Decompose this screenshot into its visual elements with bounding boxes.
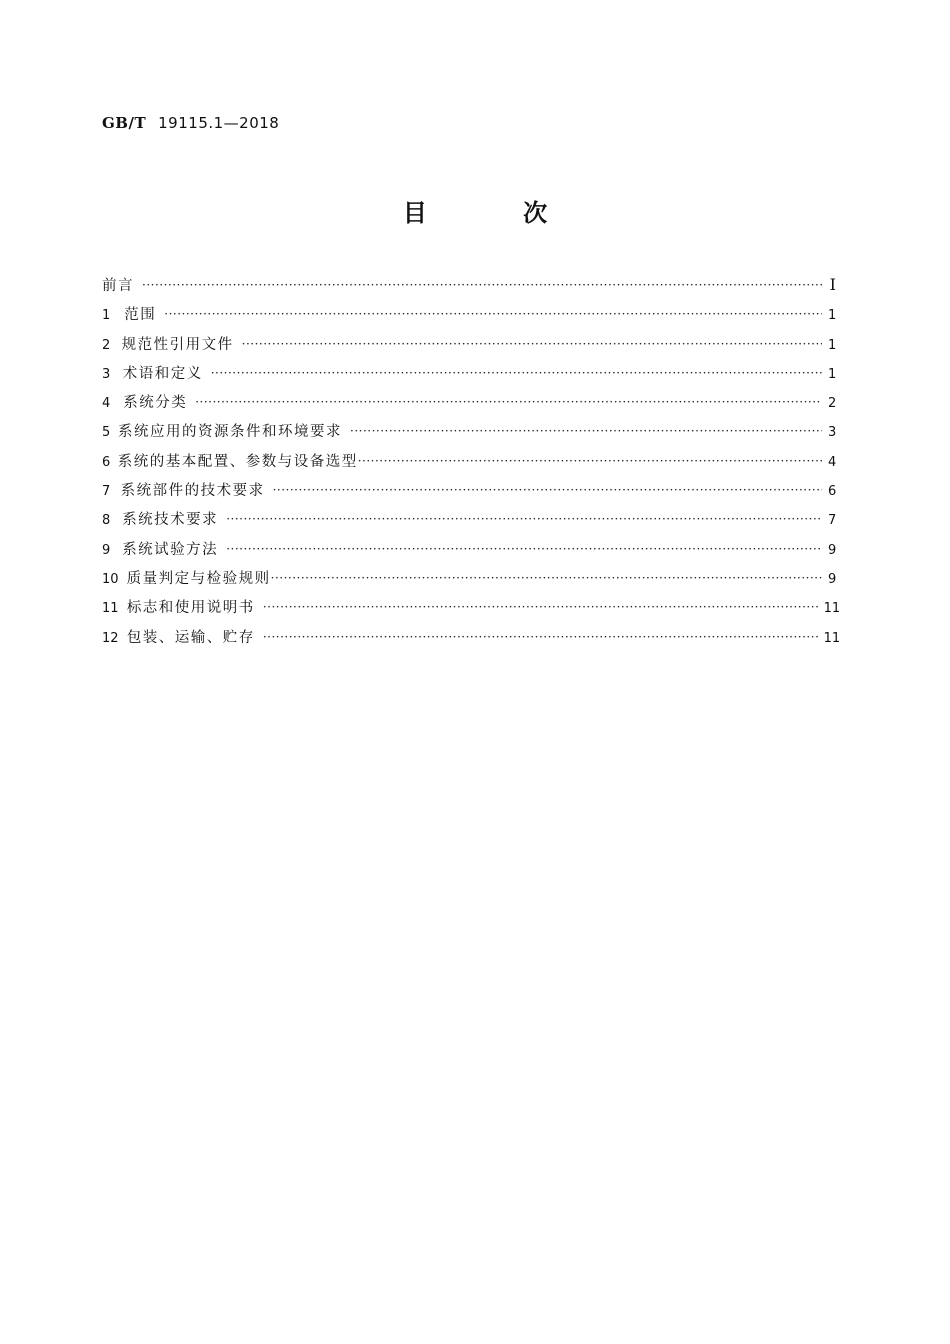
toc-entry-7[interactable]	[102, 479, 836, 508]
toc-entry-11[interactable]	[102, 596, 841, 625]
toc-entry-text: 系统技术要求	[122, 512, 219, 529]
toc-entry-1[interactable]	[102, 303, 836, 332]
toc-entry-text: 系统部件的技术要求	[120, 483, 265, 500]
toc-entry-page: 9	[828, 571, 837, 587]
toc-entry-page: 6	[828, 484, 837, 500]
toc-leader-dots	[271, 571, 822, 585]
toc-title: 目 次	[402, 199, 592, 227]
toc-entry-text: 术语和定义	[122, 365, 203, 382]
toc-entry-page: 9	[828, 542, 837, 558]
toc-leader-dots	[263, 600, 818, 614]
toc-entry-number: 2	[102, 337, 111, 353]
toc-entry-number: 8	[102, 513, 111, 529]
toc-entry-number: 7	[102, 484, 111, 500]
toc-entry-text: 范围	[124, 307, 157, 324]
standard-code	[102, 114, 279, 132]
toc-entry-page: 2	[828, 396, 837, 412]
toc-leader-dots	[226, 512, 822, 526]
toc-leader-dots	[242, 337, 822, 351]
toc-entry-number: 1	[102, 308, 111, 324]
toc-entry-text: 系统应用的资源条件和环境要求	[118, 424, 342, 441]
toc-leader-dots	[273, 483, 822, 497]
toc-leader-dots	[164, 307, 822, 321]
toc-leader-dots	[226, 542, 822, 556]
toc-entry-page: 4	[828, 454, 837, 470]
standard-number: 19115.1—2018	[158, 114, 280, 132]
toc-entry-5[interactable]	[102, 420, 836, 449]
table-of-contents	[102, 274, 841, 655]
toc-entry-text: 前言	[102, 278, 134, 294]
toc-entry-10[interactable]	[102, 567, 836, 596]
toc-entry-number: 12	[102, 630, 119, 646]
standard-prefix: GB/T	[102, 114, 147, 132]
toc-entry-text: 标志和使用说明书	[126, 600, 255, 617]
toc-entry-12[interactable]	[102, 626, 841, 655]
toc-entry-page: 11	[823, 601, 841, 617]
toc-entry-2[interactable]	[102, 333, 836, 362]
toc-entry-9[interactable]	[102, 538, 836, 567]
toc-entry-text: 系统分类	[123, 395, 188, 412]
toc-entry-foreword[interactable]	[102, 274, 836, 303]
toc-leader-dots	[350, 424, 822, 438]
toc-entry-text: 包装、运输、贮存	[126, 629, 255, 646]
toc-entry-number: 9	[102, 542, 111, 558]
toc-entry-page: Ⅰ	[829, 275, 836, 294]
toc-entry-number: 6	[102, 454, 111, 470]
toc-leader-dots	[211, 366, 822, 380]
toc-entry-page: 7	[828, 513, 837, 529]
toc-entry-text: 规范性引用文件	[121, 336, 234, 353]
toc-entry-8[interactable]	[102, 508, 836, 537]
toc-entry-text: 系统试验方法	[122, 541, 219, 558]
toc-entry-number: 5	[102, 425, 111, 441]
toc-leader-dots	[142, 278, 822, 292]
toc-entry-4[interactable]	[102, 391, 836, 420]
toc-entry-number: 11	[102, 601, 119, 617]
toc-leader-dots	[358, 454, 822, 468]
toc-entry-page: 11	[823, 630, 841, 646]
toc-entry-3[interactable]	[102, 362, 836, 391]
toc-entry-number: 3	[102, 366, 111, 382]
toc-entry-page: 1	[828, 366, 837, 382]
toc-entry-text: 质量判定与检验规则	[126, 570, 271, 587]
toc-leader-dots	[263, 630, 818, 644]
toc-entry-page: 3	[828, 425, 837, 441]
toc-entry-page: 1	[828, 337, 837, 353]
toc-leader-dots	[195, 395, 822, 409]
toc-entry-6[interactable]	[102, 450, 836, 479]
toc-entry-number: 10	[102, 571, 119, 587]
toc-entry-number: 4	[102, 396, 111, 412]
toc-entry-text: 系统的基本配置、参数与设备选型	[117, 453, 358, 470]
toc-entry-page: 1	[828, 308, 837, 324]
